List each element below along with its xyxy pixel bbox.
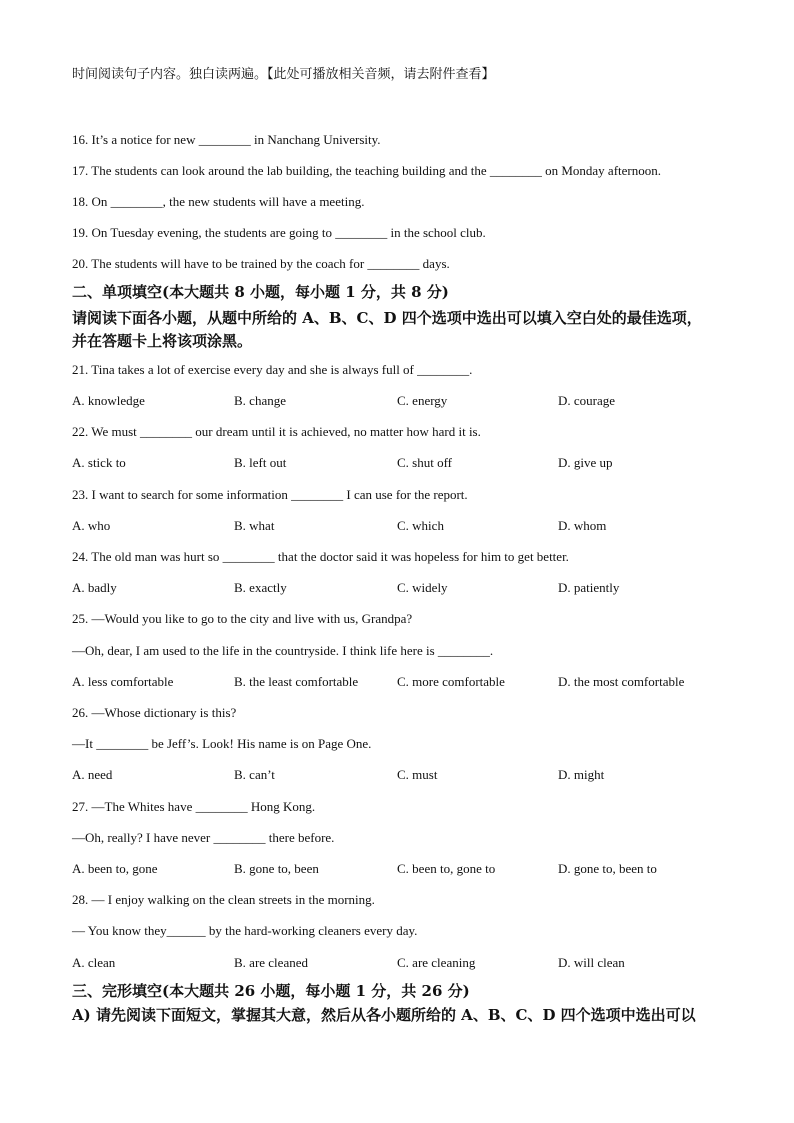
question-27-response: —Oh, really? I have never ________ there before.	[72, 830, 335, 845]
option-a: A. knowledge	[72, 393, 145, 408]
listening-question-17: 17. The students can look around the lab building, the teaching building and the ________ on Monday afternoon.	[72, 163, 661, 178]
question-23-stem: 23. I want to search for some information ________ I can use for the report.	[72, 487, 468, 502]
option-d: D. whom	[558, 518, 607, 533]
option-c: C. energy	[397, 393, 448, 408]
option-a: A. badly	[72, 580, 117, 595]
option-d: D. the most comfortable	[558, 674, 685, 689]
option-b: B. gone to, been	[234, 861, 319, 876]
option-a: A. been to, gone	[72, 861, 158, 876]
question-27-stem: 27. —The Whites have ________ Hong Kong.	[72, 799, 316, 814]
section-2-instruction-line-2: 并在答题卡上将该项涂黑。	[72, 332, 253, 350]
section-2-instruction-line-1: 请阅读下面各小题，从题中所给的 A、B、C、D 四个选项中选出可以填入空白处的最佳选项，	[72, 309, 702, 327]
option-b: B. are cleaned	[234, 955, 308, 970]
question-23-options	[0, 518, 794, 534]
option-d: D. patiently	[558, 580, 620, 595]
listening-question-16: 16. It’s a notice for new ________ in Nanchang University.	[72, 132, 381, 147]
listening-question-18: 18. On ________, the new students will have a meeting.	[72, 194, 365, 209]
question-21-options	[0, 393, 794, 409]
question-24-stem: 24. The old man was hurt so ________ that the doctor said it was hopeless for him to get better.	[72, 549, 569, 564]
option-c: C. been to, gone to	[397, 861, 496, 876]
question-26-stem: 26. —Whose dictionary is this?	[72, 705, 237, 720]
option-c: C. which	[397, 518, 444, 533]
option-a: A. stick to	[72, 455, 126, 470]
question-25-response: —Oh, dear, I am used to the life in the countryside. I think life here is ________.	[72, 643, 494, 658]
option-a: A. need	[72, 767, 113, 782]
option-d: D. gone to, been to	[558, 861, 657, 876]
question-22-options	[0, 455, 794, 471]
question-25-stem: 25. —Would you like to go to the city and live with us, Grandpa?	[72, 611, 413, 626]
option-d: D. might	[558, 767, 605, 782]
listening-question-20: 20. The students will have to be trained by the coach for ________ days.	[72, 256, 450, 271]
option-b: B. change	[234, 393, 286, 408]
option-b: B. can’t	[234, 767, 275, 782]
option-c: C. widely	[397, 580, 448, 595]
option-a: A. who	[72, 518, 111, 533]
option-d: D. will clean	[558, 955, 625, 970]
listening-intro: 时间阅读句子内容。独白读两遍。【此处可播放相关音频，请去附件查看】	[72, 67, 495, 82]
listening-question-19: 19. On Tuesday evening, the students are going to ________ in the school club.	[72, 225, 486, 240]
question-26-response: —It ________ be Jeff’s. Look! His name is on Page One.	[72, 736, 372, 751]
question-25-options	[0, 674, 794, 690]
question-28-stem: 28. — I enjoy walking on the clean streets in the morning.	[72, 892, 375, 907]
option-c: C. more comfortable	[397, 674, 505, 689]
option-b: B. the least comfortable	[234, 674, 359, 689]
option-a: A. less comfortable	[72, 674, 174, 689]
question-22-stem: 22. We must ________ our dream until it is achieved, no matter how hard it is.	[72, 424, 481, 439]
question-21-stem: 21. Tina takes a lot of exercise every day and she is always full of ________.	[72, 362, 473, 377]
option-b: B. exactly	[234, 580, 287, 595]
option-b: B. what	[234, 518, 275, 533]
section-3-instruction: A) 请先阅读下面短文，掌握其大意，然后从各小题所给的 A、B、C、D 四个选项中选出可以	[72, 1006, 696, 1024]
option-c: C. shut off	[397, 455, 453, 470]
question-28-options	[0, 955, 794, 971]
question-27-options	[0, 861, 794, 877]
option-c: C. must	[397, 767, 438, 782]
section-3-title: 三、完形填空(本大题共 26 小题，每小题 1 分，共 26 分)	[72, 982, 470, 1000]
question-24-options	[0, 580, 794, 596]
option-d: D. courage	[558, 393, 616, 408]
option-d: D. give up	[558, 455, 613, 470]
option-a: A. clean	[72, 955, 116, 970]
option-c: C. are cleaning	[397, 955, 476, 970]
option-b: B. left out	[234, 455, 287, 470]
section-2-title: 二、单项填空(本大题共 8 小题，每小题 1 分，共 8 分)	[72, 283, 449, 301]
question-26-options	[0, 767, 794, 783]
question-28-response: — You know they______ by the hard-working cleaners every day.	[72, 923, 418, 938]
